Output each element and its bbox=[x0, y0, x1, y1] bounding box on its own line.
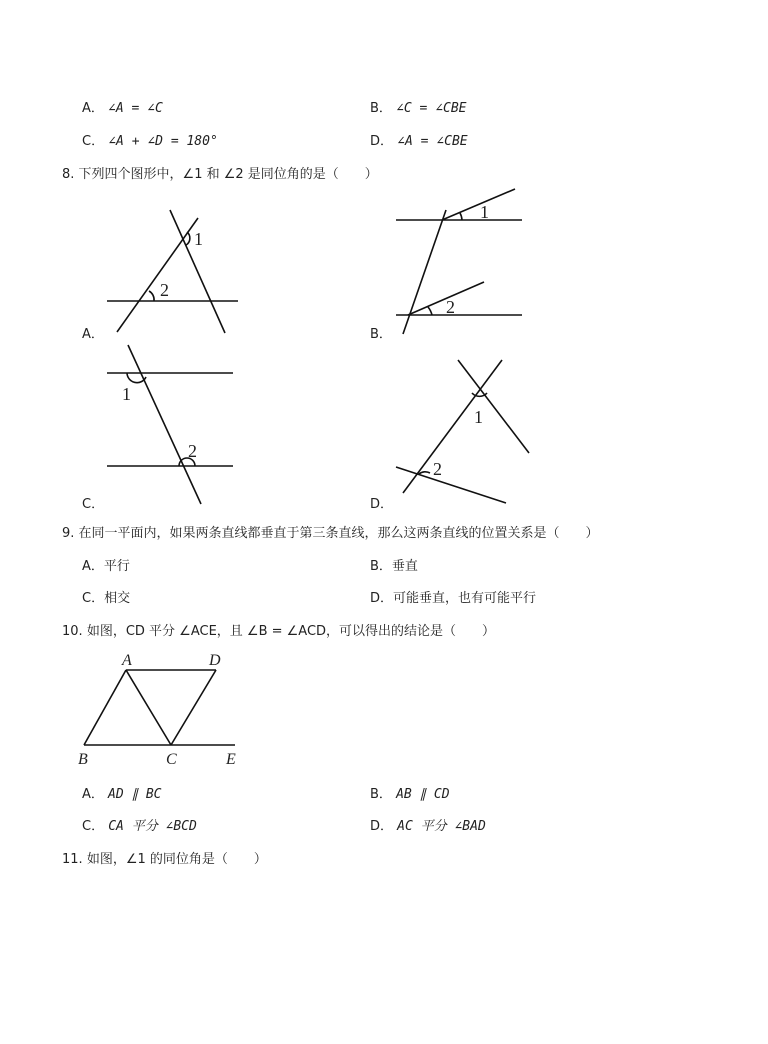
angle-2-label: 2 bbox=[160, 280, 169, 300]
q8-option-b-label[interactable]: B． bbox=[370, 327, 392, 342]
option-label: B． bbox=[370, 101, 392, 116]
option-label: A． bbox=[82, 787, 104, 802]
question-text: 下列四个图形中，∠1 和 ∠2 是同位角的是（ ） bbox=[78, 167, 378, 182]
option-label: D． bbox=[370, 134, 394, 149]
option-label: A． bbox=[82, 101, 104, 116]
option-text: CA 平分 ∠BCD bbox=[108, 819, 197, 834]
question-text: 如图，∠1 的同位角是（ ） bbox=[86, 852, 267, 867]
segment-ac bbox=[126, 670, 171, 745]
option-label: A． bbox=[82, 559, 104, 574]
angle-1-label: 1 bbox=[194, 229, 203, 249]
option-label: C． bbox=[82, 134, 105, 149]
angle-1-label: 1 bbox=[480, 202, 489, 222]
q10-option-b[interactable] bbox=[370, 783, 450, 802]
angle-2-label: 2 bbox=[188, 441, 197, 461]
option-label: B． bbox=[370, 787, 392, 802]
q8-option-c-label[interactable]: C． bbox=[82, 497, 105, 512]
question-number: 8. bbox=[62, 167, 75, 182]
question-text: 在同一平面内，如果两条直线都垂直于第三条直线，那么这两条直线的位置关系是（ ） bbox=[78, 526, 599, 541]
option-text: ∠A + ∠D = 180° bbox=[108, 134, 218, 149]
question-text: 如图，CD 平分 ∠ACE，且 ∠B = ∠ACD，可以得出的结论是（ ） bbox=[86, 624, 496, 639]
option-label: D． bbox=[370, 591, 394, 606]
q10-option-c[interactable] bbox=[82, 815, 197, 834]
segment-cd bbox=[171, 670, 216, 745]
segment-ab bbox=[84, 670, 126, 745]
q10-option-a[interactable] bbox=[82, 783, 162, 802]
q8-option-a-label[interactable]: A． bbox=[82, 327, 104, 342]
option-text: AC 平分 ∠BAD bbox=[397, 819, 486, 834]
option-text: 相交 bbox=[104, 591, 131, 606]
point-a-label: A bbox=[122, 652, 132, 669]
q8-option-d-label[interactable]: D． bbox=[370, 497, 394, 512]
option-label: D． bbox=[370, 819, 394, 834]
angle-2-label: 2 bbox=[446, 297, 455, 317]
angle-2-label: 2 bbox=[433, 459, 442, 479]
point-b-label: B bbox=[78, 751, 88, 768]
angle-1-label: 1 bbox=[122, 384, 131, 404]
question-number: 9. bbox=[62, 526, 75, 541]
point-d-label: D bbox=[209, 652, 221, 669]
option-label: B． bbox=[370, 559, 392, 574]
q11-stem bbox=[62, 848, 267, 867]
option-text: AB ∥ CD bbox=[396, 787, 450, 802]
question-number: 10. bbox=[62, 624, 83, 639]
option-text: ∠A = ∠C bbox=[108, 101, 163, 116]
option-label: C． bbox=[82, 591, 105, 606]
option-text: ∠A = ∠CBE bbox=[397, 134, 468, 149]
option-text: 可能垂直，也有可能平行 bbox=[393, 591, 537, 606]
option-text: 垂直 bbox=[391, 559, 418, 574]
point-c-label: C bbox=[166, 751, 177, 768]
option-text: AD ∥ BC bbox=[108, 787, 162, 802]
q10-option-d[interactable] bbox=[370, 815, 486, 834]
angle-1-label: 1 bbox=[474, 407, 483, 427]
option-text: ∠C = ∠CBE bbox=[396, 101, 467, 116]
point-e-label: E bbox=[226, 751, 236, 768]
option-label: C． bbox=[82, 819, 105, 834]
option-text: 平行 bbox=[103, 559, 130, 574]
question-number: 11. bbox=[62, 852, 83, 867]
